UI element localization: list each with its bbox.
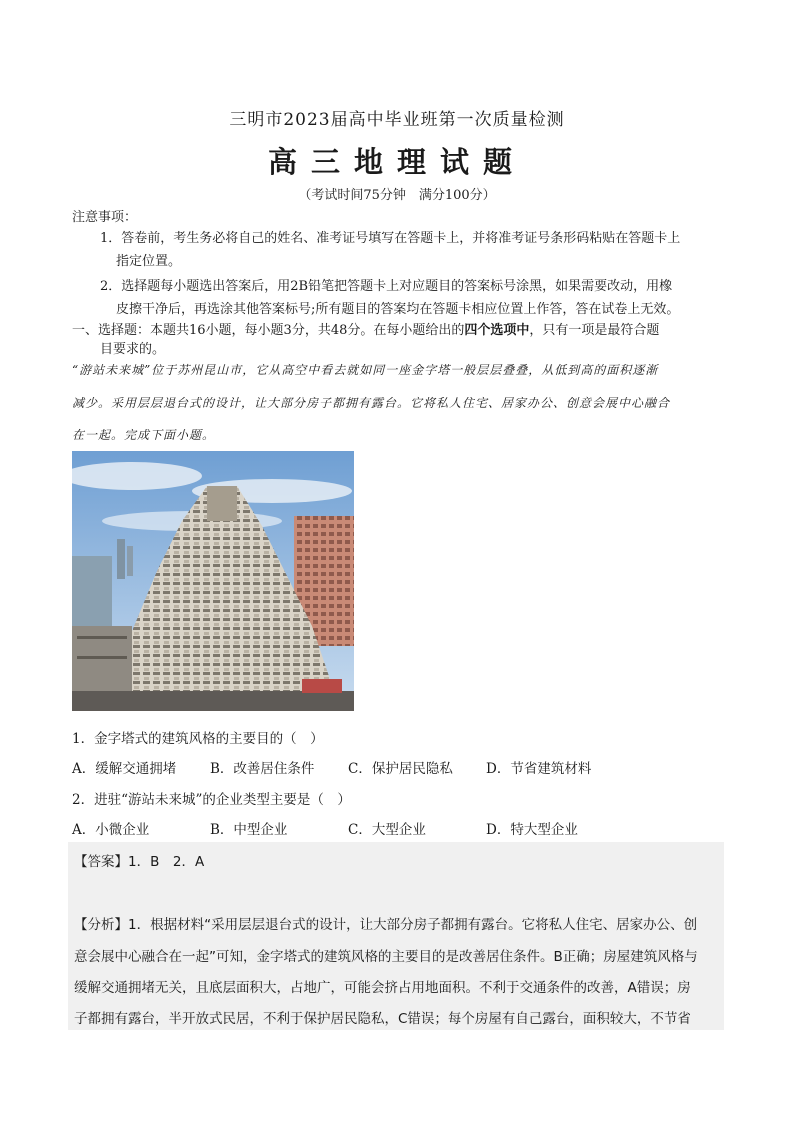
analysis-line-3: 缓解交通拥堵无关，且底层面积大，占地广，可能会挤占用地面积。不利于交通条件的改善，A错误；房 <box>74 980 691 996</box>
material-line-1: “游站未来城”位于苏州昆山市，它从高空中看去就如同一座金字塔一般层层叠叠，从低到高的面积逐渐 <box>72 363 659 377</box>
exam-subtitle: 三明市2023届高中毕业班第一次质量检测 <box>229 110 565 130</box>
section-heading-bold: 四个选项中 <box>464 323 530 338</box>
question-1-stem: 1．金字塔式的建筑风格的主要目的（ ） <box>72 731 324 747</box>
notice-item-1-cont: 指定位置。 <box>116 254 182 269</box>
question-2-option-d[interactable]: D．特大型企业 <box>486 822 578 838</box>
analysis-line-4: 子都拥有露台，半开放式民居，不利于保护居民隐私，C错误；每个房屋有自己露台，面积较大，不节省 <box>74 1011 691 1027</box>
material-line-2: 减少。采用层层退台式的设计，让大部分房子都拥有露台。它将私人住宅、居家办公、创意会展中心融合 <box>72 396 671 410</box>
question-1-option-d[interactable]: D．节省建筑材料 <box>486 761 592 777</box>
answer-line: 【答案】1．B 2．A <box>74 854 205 870</box>
pyramid-building-photo <box>72 451 354 711</box>
question-2-stem: 2．进驻“游站未来城”的企业类型主要是（ ） <box>72 792 351 808</box>
section-heading-cont: 目要求的。 <box>100 342 166 357</box>
question-2-option-a[interactable]: A．小微企业 <box>72 822 150 838</box>
question-2-options <box>72 818 672 838</box>
question-1-option-b[interactable]: B．改善居住条件 <box>210 761 315 777</box>
notice-item-2: 2．选择题每小题选出答案后，用2B铅笔把答题卡上对应题目的答案标号涂黑，如果需要改动，用橡 <box>100 279 673 294</box>
question-1-option-c[interactable]: C．保护居民隐私 <box>348 761 453 777</box>
question-2-option-b[interactable]: B．中型企业 <box>210 822 288 838</box>
notice-item-1: 1．答卷前，考生务必将自己的姓名、准考证号填写在答题卡上，并将准考证号条形码粘贴在答题卡上 <box>100 231 681 246</box>
section-heading <box>72 319 732 338</box>
exam-info: （考试时间75分钟 满分100分） <box>298 188 496 203</box>
notice-item-2-cont: 皮擦干净后，再选涂其他答案标号;所有题目的答案均在答题卡相应位置上作答，答在试卷上无效。 <box>116 302 680 317</box>
answer-panel <box>68 842 724 1030</box>
question-1-options <box>72 757 672 777</box>
exam-title: 高三地理试题 <box>267 145 526 179</box>
section-heading-suffix: ，只有一项是最符合题 <box>529 323 660 338</box>
notice-heading: 注意事项： <box>72 210 138 225</box>
analysis-line-2: 意会展中心融合在一起”可知，金字塔式的建筑风格的主要目的是改善居住条件。B正确；房屋建筑风格与 <box>74 949 698 965</box>
question-1-option-a[interactable]: A．缓解交通拥堵 <box>72 761 177 777</box>
question-2-option-c[interactable]: C．大型企业 <box>348 822 426 838</box>
analysis-line-1: 【分析】1．根据材料“采用层层退台式的设计，让大部分房子都拥有露台。它将私人住宅、居家办公、创 <box>74 917 698 933</box>
section-heading-prefix: 一、选择题：本题共16小题，每小题3分，共48分。在每小题给出的 <box>72 323 465 338</box>
material-line-3: 在一起。完成下面小题。 <box>72 428 216 442</box>
